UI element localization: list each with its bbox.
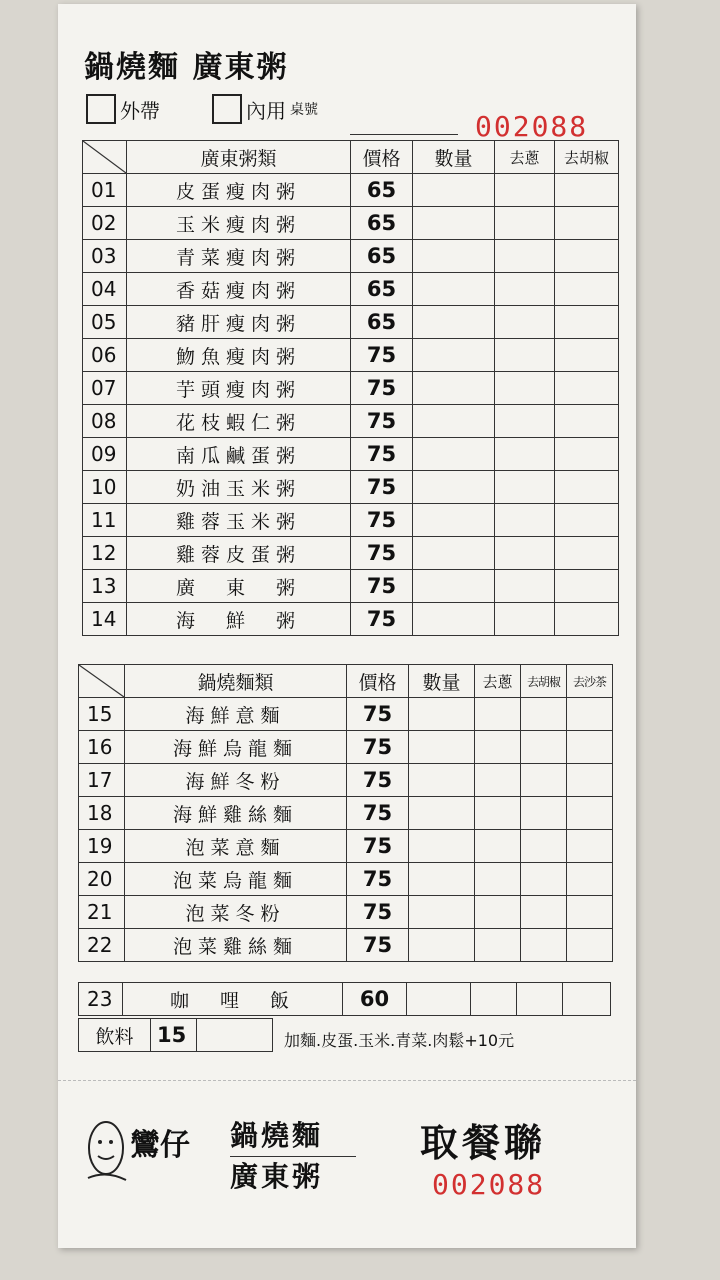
option-cell[interactable] [495,537,555,570]
option-cell[interactable] [555,240,619,273]
curry-table [78,982,611,1016]
qty-cell[interactable] [409,698,475,731]
noodle-category-header: 鍋燒麵類 [125,665,347,698]
option-cell[interactable] [555,174,619,207]
option-cell[interactable] [495,438,555,471]
item-number: 16 [79,731,125,764]
table-row [79,764,613,797]
table-row [79,863,613,896]
logo-text: 鸞仔 [130,1128,190,1163]
takeout-option[interactable] [86,94,160,124]
price-header: 價格 [351,141,413,174]
drink-table [78,1018,273,1052]
option-cell[interactable] [521,830,567,863]
option-cell[interactable] [471,983,517,1016]
option-cell[interactable] [495,504,555,537]
table-no-label: 桌號 [290,102,318,118]
table-row [83,207,619,240]
item-name: 廣 東 粥 [127,570,351,603]
item-number: 15 [79,698,125,731]
item-price: 75 [351,603,413,636]
option-cell[interactable] [555,273,619,306]
item-name: 海鮮意麵 [125,698,347,731]
table-row [83,537,619,570]
takeout-checkbox[interactable] [86,94,116,124]
qty-cell[interactable] [413,207,495,240]
item-price: 75 [351,405,413,438]
table-row [83,306,619,339]
option-cell[interactable] [563,983,611,1016]
item-name: 魩魚瘦肉粥 [127,339,351,372]
item-name: 海鮮烏龍麵 [125,731,347,764]
table-row [79,731,613,764]
drink-label: 飲料 [79,1019,151,1052]
item-number: 17 [79,764,125,797]
option-cell[interactable] [521,797,567,830]
qty-cell[interactable] [409,863,475,896]
table-row [83,339,619,372]
table-row [79,797,613,830]
item-name: 泡菜冬粉 [125,896,347,929]
item-name: 芋頭瘦肉粥 [127,372,351,405]
item-price: 75 [351,570,413,603]
qty-cell[interactable] [409,830,475,863]
option-cell[interactable] [521,698,567,731]
item-name: 海鮮冬粉 [125,764,347,797]
item-number: 05 [83,306,127,339]
table-row [79,983,611,1016]
shop-name-stamp [230,1116,356,1197]
no-scallion-header: 去蔥 [495,141,555,174]
shop-name-line2: 廣東粥 [230,1160,324,1193]
option-cell[interactable] [567,830,613,863]
option-cell[interactable] [475,764,521,797]
option-cell[interactable] [567,896,613,929]
table-no-field[interactable] [350,134,458,135]
option-cell[interactable] [567,929,613,962]
option-cell[interactable] [567,764,613,797]
option-cell[interactable] [567,731,613,764]
table-row [83,438,619,471]
shop-name-line1: 鍋燒麵 [230,1119,324,1152]
item-name: 泡菜意麵 [125,830,347,863]
item-price: 65 [351,207,413,240]
item-name: 花枝蝦仁粥 [127,405,351,438]
table-row [79,896,613,929]
qty-header: 數量 [409,665,475,698]
item-number: 10 [83,471,127,504]
price-header: 價格 [347,665,409,698]
option-cell[interactable] [567,863,613,896]
dinein-option[interactable] [212,94,318,124]
item-name: 南瓜鹹蛋粥 [127,438,351,471]
option-cell[interactable] [475,896,521,929]
shop-title: 鍋燒麵 廣東粥 [84,50,289,85]
option-cell[interactable] [495,207,555,240]
item-name: 奶油玉米粥 [127,471,351,504]
item-number: 22 [79,929,125,962]
option-cell[interactable] [495,240,555,273]
option-cell[interactable] [495,273,555,306]
item-name: 泡菜烏龍麵 [125,863,347,896]
item-number: 12 [83,537,127,570]
item-name: 皮蛋瘦肉粥 [127,174,351,207]
qty-cell[interactable] [413,306,495,339]
item-price: 75 [347,863,409,896]
item-name: 豬肝瘦肉粥 [127,306,351,339]
option-cell[interactable] [495,471,555,504]
item-price: 60 [343,983,407,1016]
item-number: 01 [83,174,127,207]
logo [80,1108,220,1188]
item-price: 65 [351,240,413,273]
option-cell[interactable] [521,764,567,797]
item-price: 75 [347,797,409,830]
option-cell[interactable] [495,570,555,603]
qty-cell[interactable] [409,764,475,797]
option-cell[interactable] [475,731,521,764]
item-price: 75 [347,731,409,764]
option-cell[interactable] [555,207,619,240]
item-name: 咖 哩 飯 [123,983,343,1016]
congee-table [82,140,619,636]
item-name: 香菇瘦肉粥 [127,273,351,306]
option-cell[interactable] [555,537,619,570]
drink-price: 15 [151,1019,197,1052]
diagonal-header-cell [83,141,127,174]
item-number: 19 [79,830,125,863]
item-number: 23 [79,983,123,1016]
item-price: 75 [351,537,413,570]
qty-cell[interactable] [409,797,475,830]
qty-cell[interactable] [413,471,495,504]
item-price: 75 [347,830,409,863]
table-row [79,929,613,962]
item-name: 海 鮮 粥 [127,603,351,636]
pickup-serial: 002088 [432,1168,546,1201]
qty-cell[interactable] [413,570,495,603]
table-row [83,603,619,636]
item-number: 14 [83,603,127,636]
order-serial: 002088 [475,110,589,143]
option-cell[interactable] [555,405,619,438]
item-number: 08 [83,405,127,438]
item-number: 21 [79,896,125,929]
option-cell[interactable] [521,731,567,764]
table-row [83,240,619,273]
option-cell[interactable] [555,471,619,504]
qty-cell[interactable] [409,896,475,929]
item-price: 75 [351,372,413,405]
item-price: 75 [351,438,413,471]
table-row [83,504,619,537]
item-price: 75 [351,339,413,372]
dinein-label: 內用 [246,98,286,123]
qty-cell[interactable] [413,240,495,273]
tear-line [58,1080,636,1081]
option-cell[interactable] [475,698,521,731]
table-row [79,830,613,863]
option-cell[interactable] [555,306,619,339]
option-cell[interactable] [555,372,619,405]
item-price: 65 [351,174,413,207]
option-cell[interactable] [555,504,619,537]
option-cell[interactable] [555,339,619,372]
qty-cell[interactable] [413,537,495,570]
drink-qty-cell[interactable] [197,1019,273,1052]
option-cell[interactable] [495,603,555,636]
qty-cell[interactable] [409,731,475,764]
option-cell[interactable] [521,896,567,929]
item-number: 20 [79,863,125,896]
item-price: 75 [351,471,413,504]
table-row [79,698,613,731]
item-number: 06 [83,339,127,372]
item-number: 13 [83,570,127,603]
no-pepper-header: 去胡椒 [555,141,619,174]
table-row [83,570,619,603]
divider [230,1156,356,1157]
option-cell[interactable] [475,797,521,830]
option-cell[interactable] [521,929,567,962]
item-number: 02 [83,207,127,240]
option-cell[interactable] [495,306,555,339]
option-cell[interactable] [567,797,613,830]
qty-header: 數量 [413,141,495,174]
pickup-label: 取餐聯 [420,1121,547,1165]
option-cell[interactable] [555,438,619,471]
item-name: 泡菜雞絲麵 [125,929,347,962]
takeout-label: 外帶 [120,98,160,123]
table-row [83,471,619,504]
option-cell[interactable] [475,830,521,863]
no-pepper-header: 去胡椒 [521,665,567,698]
table-row [83,273,619,306]
qty-cell[interactable] [413,174,495,207]
item-number: 09 [83,438,127,471]
qty-cell[interactable] [407,983,471,1016]
item-price: 75 [347,896,409,929]
qty-cell[interactable] [413,405,495,438]
option-cell[interactable] [555,570,619,603]
item-number: 18 [79,797,125,830]
option-cell[interactable] [495,174,555,207]
option-cell[interactable] [495,372,555,405]
diagonal-header-cell [79,665,125,698]
table-row [83,372,619,405]
item-price: 75 [351,504,413,537]
no-satay-header: 去沙茶 [567,665,613,698]
table-row [83,405,619,438]
item-price: 65 [351,273,413,306]
qty-cell[interactable] [413,504,495,537]
option-cell[interactable] [475,929,521,962]
congee-category-header: 廣東粥類 [127,141,351,174]
qty-cell[interactable] [413,273,495,306]
qty-cell[interactable] [413,339,495,372]
dinein-checkbox[interactable] [212,94,242,124]
item-number: 11 [83,504,127,537]
item-price: 75 [347,929,409,962]
item-name: 青菜瘦肉粥 [127,240,351,273]
qty-cell[interactable] [409,929,475,962]
item-number: 07 [83,372,127,405]
addon-note: 加麵.皮蛋.玉米.青菜.肉鬆+10元 [284,1031,515,1050]
no-scallion-header: 去蔥 [475,665,521,698]
qty-cell[interactable] [413,438,495,471]
item-name: 雞蓉皮蛋粥 [127,537,351,570]
item-name: 海鮮雞絲麵 [125,797,347,830]
item-name: 雞蓉玉米粥 [127,504,351,537]
option-cell[interactable] [521,863,567,896]
option-cell[interactable] [475,863,521,896]
table-row [83,174,619,207]
item-number: 04 [83,273,127,306]
item-price: 65 [351,306,413,339]
option-cell[interactable] [567,698,613,731]
option-cell[interactable] [555,603,619,636]
option-cell[interactable] [495,405,555,438]
noodle-table [78,664,613,962]
item-number: 03 [83,240,127,273]
item-name: 玉米瘦肉粥 [127,207,351,240]
option-cell[interactable] [517,983,563,1016]
option-cell[interactable] [495,339,555,372]
item-price: 75 [347,764,409,797]
qty-cell[interactable] [413,603,495,636]
qty-cell[interactable] [413,372,495,405]
item-price: 75 [347,698,409,731]
